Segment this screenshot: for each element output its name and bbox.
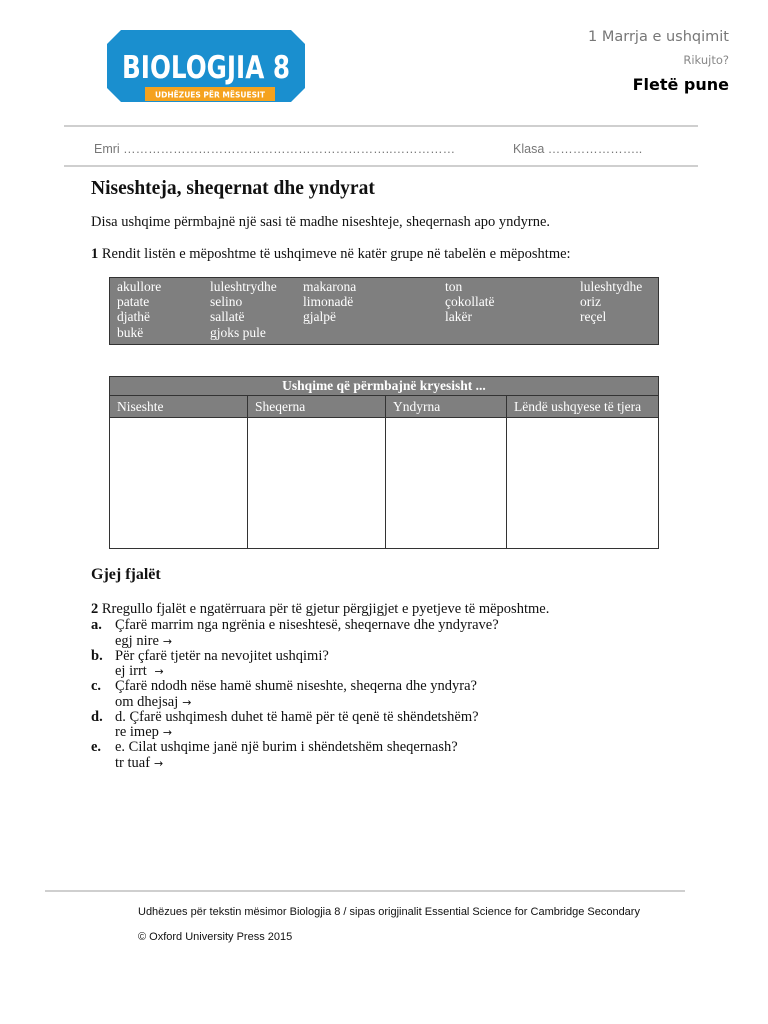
question-text: Për çfarë tjetër na nevojitet ushqimi? [115, 647, 329, 664]
scrambled-text: om dhejsaj [115, 693, 179, 710]
food-word: luleshtrydhe [210, 279, 277, 294]
question-list [91, 617, 691, 770]
question-item [91, 709, 691, 740]
name-row-rule [64, 165, 698, 167]
question-letter: a. [91, 617, 102, 633]
logo-subtitle: UDHËZUES PËR MËSUESIT [155, 90, 265, 100]
footer-rule [45, 890, 685, 892]
page-title: Niseshteja, sheqernat dhe yndyrat [91, 178, 375, 199]
footer-source: Udhëzues për tekstin mësimor Biologjia 8 / sipas origjinalit Essential Science for Cambridge Secondary [138, 906, 640, 918]
word-column-5 [580, 279, 642, 325]
food-word: oriz [580, 294, 601, 310]
food-word: bukë [117, 324, 144, 340]
chapter-subtitle: Rikujto? [683, 53, 729, 67]
scrambled-text: tr tuaf [115, 754, 151, 771]
answer-cell-fats[interactable] [386, 418, 507, 549]
food-word: makarona [303, 279, 357, 294]
table-heading: Ushqime që përmbajnë kryesisht ... [110, 377, 659, 396]
arrow-icon: → [162, 634, 173, 648]
question-text: d. Çfarë ushqimesh duhet të hamë për të qenë të shëndetshëm? [115, 708, 479, 725]
arrow-icon: → [182, 695, 192, 709]
column-header-starch: Niseshte [110, 396, 248, 418]
question-text: Çfarë ndodh nëse hamë shumë niseshte, sheqerna dhe yndyra? [115, 678, 477, 695]
chapter-title: 1 Marrja e ushqimit [588, 29, 729, 45]
column-header-fats: Yndyrna [386, 396, 507, 418]
food-word: patate [117, 294, 150, 310]
food-word: luleshtydhe [580, 279, 643, 294]
food-word: lakër [445, 309, 472, 325]
section-heading: Gjej fjalët [91, 566, 161, 583]
name-field: Emri ………………………………………………………..…………… [94, 142, 456, 156]
arrow-icon: → [162, 726, 173, 740]
scrambled-text: ej irrt [115, 663, 151, 680]
question-item [91, 617, 691, 648]
arrow-icon: → [154, 756, 164, 770]
food-word: gjalpë [303, 309, 336, 325]
word-column-2 [210, 279, 277, 340]
word-column-4 [445, 279, 494, 325]
logo-title: BIOLOGJIA 8 [122, 50, 290, 86]
food-group-table [109, 376, 659, 549]
intro-text: Disa ushqime përmbajnë një sasi të madhe niseshteje, sheqernash apo yndyrne. [91, 214, 551, 230]
food-word: akullore [117, 279, 162, 294]
word-column-3 [303, 279, 356, 325]
question-text: e. Cilat ushqime janë një burim i shëndetshëm sheqernash? [115, 739, 458, 756]
answer-cell-starch[interactable] [110, 418, 248, 549]
column-header-sugars: Sheqerna [248, 396, 386, 418]
header-rule [64, 125, 698, 127]
food-word-box [109, 277, 659, 345]
task-2-number: 2 [91, 601, 99, 617]
food-word: selino [210, 294, 243, 310]
task-1-instruction [91, 246, 571, 263]
scrambled-text: re imep [115, 724, 159, 741]
answer-cell-other-nutrients[interactable] [507, 418, 659, 549]
food-word: ton [445, 279, 463, 294]
food-word: sallatë [210, 309, 245, 325]
document-type: Fletë pune [632, 75, 729, 94]
book-logo [107, 30, 305, 102]
food-word: gjoks pule [210, 324, 266, 340]
question-item [91, 648, 691, 679]
food-word: limonadë [303, 294, 354, 310]
question-item [91, 678, 691, 709]
food-word: çokollatë [445, 294, 495, 310]
arrow-icon: → [154, 665, 164, 679]
name-class-row [94, 142, 694, 160]
question-letter: b. [91, 647, 103, 664]
question-letter: d. [91, 708, 103, 725]
answer-cell-sugars[interactable] [248, 418, 386, 549]
food-word: reçel [580, 309, 607, 325]
scrambled-text: egj nire [115, 632, 159, 649]
task-1-text: Rendit listën e mëposhtme të ushqimeve në katër grupe në tabelën e mëposhtme: [98, 246, 571, 262]
task-2-text: Rregullo fjalët e ngatërruara për të gjetur përgjigjet e pyetjeve të mëposhtme. [98, 601, 550, 617]
word-column-1 [117, 279, 161, 340]
question-item [91, 739, 691, 770]
question-letter: e. [91, 739, 102, 756]
class-field: Klasa ………………….. [513, 142, 643, 156]
question-letter: c. [91, 678, 102, 695]
task-2-instruction [91, 601, 549, 618]
footer-copyright: © Oxford University Press 2015 [138, 931, 293, 943]
column-header-other-nutrients: Lëndë ushqyese të tjera [507, 396, 659, 418]
question-text: Çfarë marrim nga ngrënia e niseshtesë, sheqernave dhe yndyrave? [115, 617, 499, 633]
food-word: djathë [117, 309, 150, 325]
task-1-number: 1 [91, 246, 99, 262]
scrambled-word [115, 755, 163, 772]
